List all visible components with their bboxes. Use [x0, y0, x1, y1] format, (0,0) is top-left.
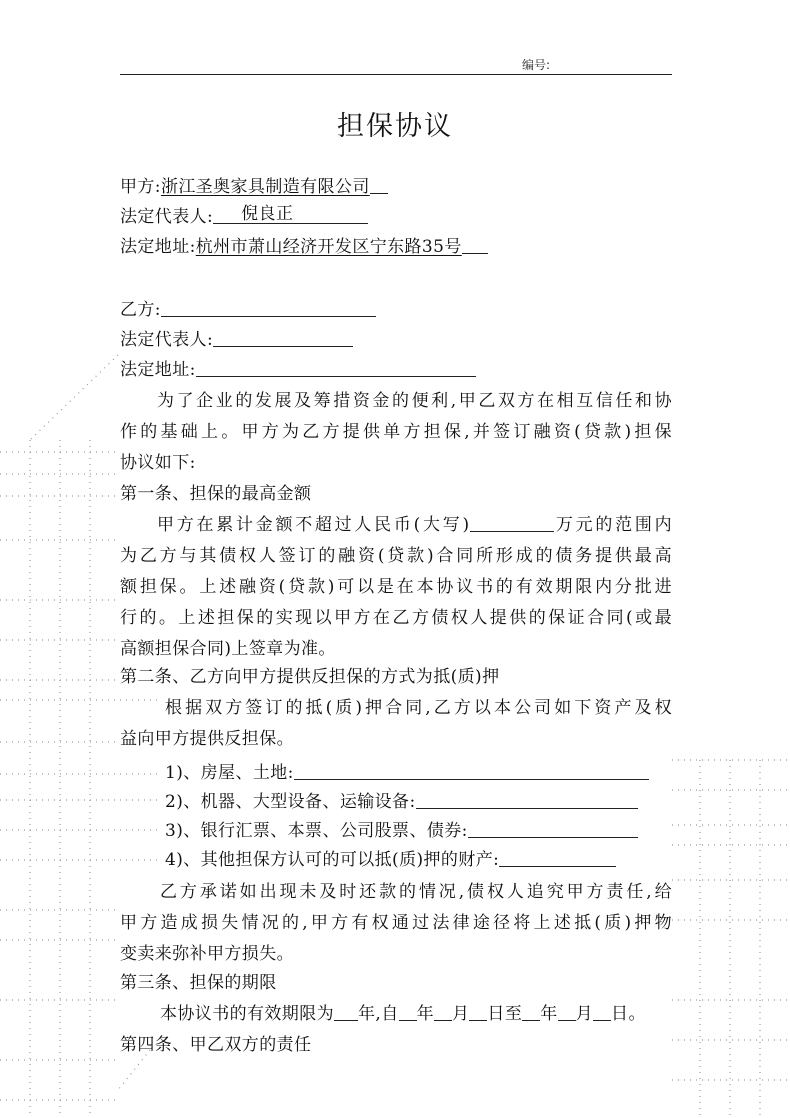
asset-item-2-label: 2)、机器、大型设备、运输设备: [165, 792, 416, 812]
asset-item-1-field [294, 762, 649, 780]
start-month-field [434, 1003, 452, 1021]
term-text-4: 月 [452, 1004, 470, 1024]
article-1-amount-prefix: 甲方在累计金额不超过人民币(大写) [157, 515, 470, 535]
term-text-3: 年 [416, 1004, 435, 1024]
party-b-addr-field [196, 359, 476, 377]
term-text-6: 年 [540, 1004, 558, 1024]
party-a-rep-line [120, 206, 368, 228]
asset-item-2 [165, 791, 638, 813]
article-1-line-5: 高额担保合同)上签章为准。 [120, 639, 336, 659]
serial-number-row [120, 54, 672, 75]
asset-item-4-label: 4)、其他担保方认可的可以抵(质)押的财产: [165, 850, 500, 870]
party-a-rep-field [213, 206, 368, 224]
start-day-field [469, 1003, 487, 1021]
party-a-line [120, 176, 388, 198]
term-text-8: 日。 [611, 1004, 646, 1024]
article-1-line-2: 为乙方与其债权人签订的融资(贷款)合同所形成的债务提供最高 [120, 546, 672, 566]
article-1-amount-suffix: 万元的范围内 [553, 515, 672, 535]
end-day-field [593, 1003, 611, 1021]
party-a-addr-label: 法定地址: [120, 237, 196, 257]
asset-item-1 [165, 762, 649, 784]
party-a-addr: 杭州市萧山经济开发区宁东路35号 [195, 237, 462, 257]
party-b-addr-label: 法定地址: [120, 360, 196, 380]
article-2-line-1: 根据双方签订的抵(质)押合同,乙方以本公司如下资产及权 [165, 698, 672, 718]
party-b-line [120, 299, 376, 321]
party-b-name-field [161, 299, 376, 317]
end-year-field [522, 1003, 540, 1021]
asset-item-3-label: 3)、银行汇票、本票、公司股票、债券: [165, 821, 468, 841]
article-1-line-1 [157, 514, 672, 536]
party-a-label: 甲方: [120, 177, 161, 197]
party-b-rep-label: 法定代表人: [120, 330, 214, 350]
party-b-rep-field [213, 329, 353, 347]
party-b-label: 乙方: [120, 300, 161, 320]
intro-line-1: 为了企业的发展及筹措资金的便利,甲乙双方在相互信任和协 [157, 391, 672, 411]
article-2-para-2-line-1: 乙方承诺如出现未及时还款的情况,债权人追究甲方责任,给 [160, 882, 672, 902]
party-b-addr-line [120, 359, 476, 381]
intro-line-2: 作的基础上。甲方为乙方提供单方担保,并签订融资(贷款)担保 [120, 422, 672, 442]
article-2-para-2-line-2: 甲方造成损失情况的,甲方有权通过法律途径将上述抵(质)押物 [120, 913, 672, 933]
article-1-heading: 第一条、担保的最高金额 [120, 484, 312, 504]
asset-item-2-field [416, 791, 638, 809]
article-2-para-2-line-3: 变卖来弥补甲方损失。 [120, 944, 294, 964]
party-a-name: 浙江圣奥家具制造有限公司 [160, 177, 370, 197]
end-month-field [558, 1003, 576, 1021]
party-a-addr-line [120, 236, 488, 258]
article-1-line-4: 行的。上述担保的实现以甲方在乙方债权人提供的保证合同(或最 [120, 608, 672, 628]
article-3-term-line [160, 1003, 646, 1025]
intro-line-3: 协议如下: [120, 453, 196, 473]
article-1-line-3: 额担保。上述融资(贷款)可以是在本协议书的有效期限内分批进 [120, 577, 672, 597]
article-3-heading: 第三条、担保的期限 [120, 973, 277, 993]
asset-item-3-field [468, 820, 638, 838]
asset-item-4-field [499, 849, 616, 867]
asset-item-1-label: 1)、房屋、土地: [165, 763, 294, 783]
party-b-rep-line [120, 329, 353, 351]
start-year-field [399, 1003, 417, 1021]
article-2-line-2: 益向甲方提供反担保。 [120, 729, 294, 749]
serial-number-label: 编号: [522, 58, 551, 72]
party-a-addr-underline [462, 236, 488, 254]
document-title: 担保协议 [337, 111, 453, 142]
term-years-field [334, 1003, 358, 1021]
party-a-rep-name: 倪良正 [241, 204, 294, 224]
term-text-7: 月 [575, 1004, 594, 1024]
article-2-heading: 第二条、乙方向甲方提供反担保的方式为抵(质)押 [120, 667, 500, 687]
party-a-rep-label: 法定代表人: [120, 207, 214, 227]
asset-item-3 [165, 820, 638, 842]
asset-item-4 [165, 849, 616, 871]
term-text-1: 本协议书的有效期限为 [160, 1004, 334, 1024]
article-4-heading: 第四条、甲乙双方的责任 [120, 1035, 312, 1055]
amount-field [470, 514, 554, 532]
party-a-name-underline [370, 176, 388, 194]
term-text-2: 年,自 [358, 1004, 399, 1024]
term-text-5: 日至 [487, 1004, 523, 1024]
